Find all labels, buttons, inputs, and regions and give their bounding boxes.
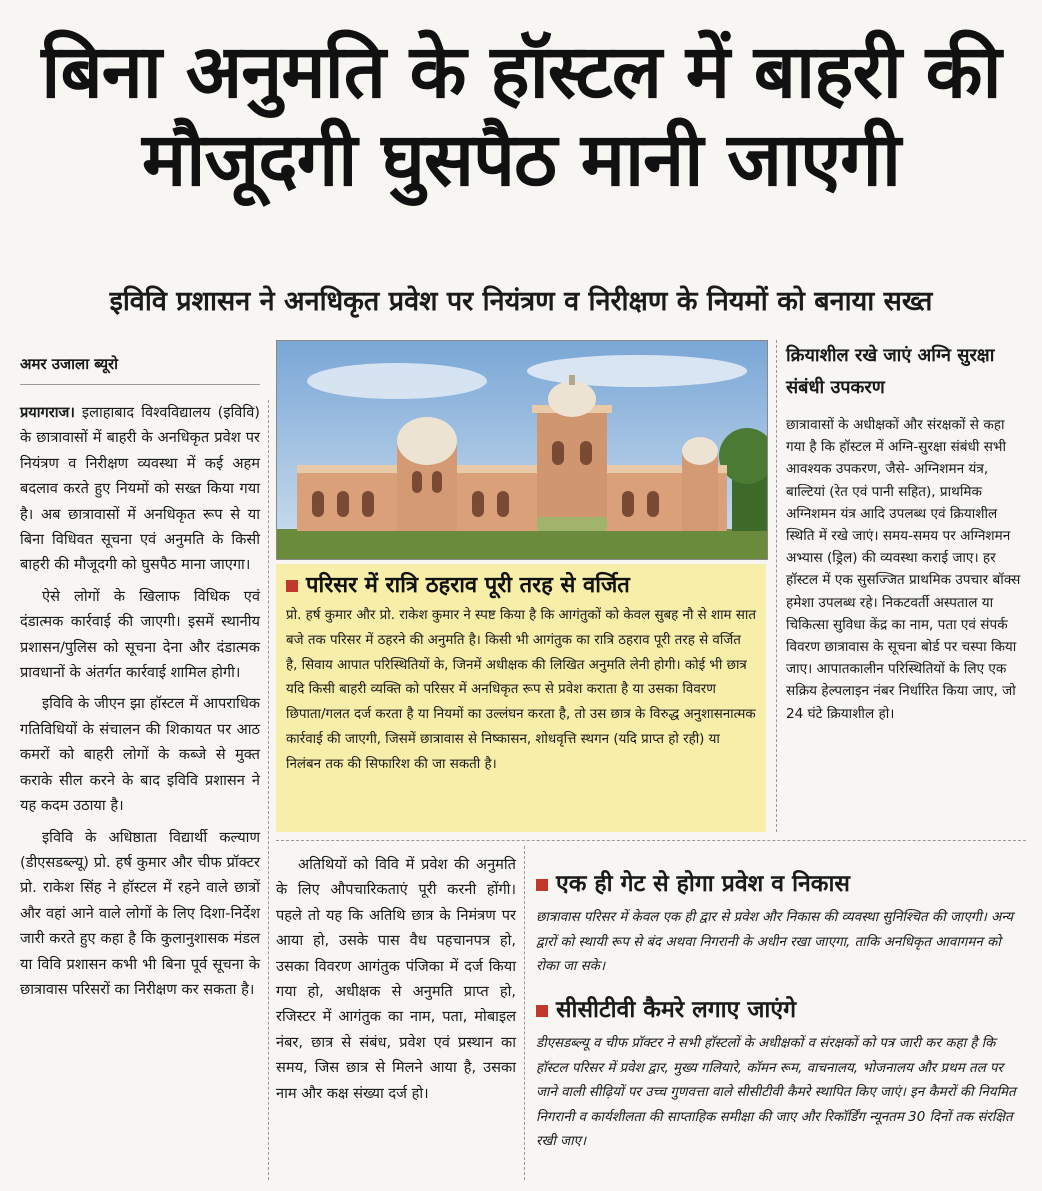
column-divider-left xyxy=(268,400,269,1180)
gate-heading-text: एक ही गेट से होगा प्रवेश व निकास xyxy=(556,871,850,897)
fire-safety-heading: क्रियाशील रखे जाएं अग्नि सुरक्षा संबंधी उपकरण xyxy=(786,345,995,398)
mid-column xyxy=(276,852,516,1112)
headline: बिना अनुमति के हॉस्टल में बाहरी की मौजूदगी घुसपैठ मानी जाएगी xyxy=(41,29,1001,203)
fire-safety-body: छात्रावासों के अधीक्षकों और संरक्षकों से कहा गया है कि हॉस्टल में अग्नि-सुरक्षा संबंधी सभी आवश्यक उपकरण, जैसे- अग्निशमन यंत्र, बाल्टियां (रेत एवं पानी सहित), प्राथमिक अग्निशमन यंत्र आदि उपलब्ध एवं क्रियाशील स्थिति में रखे जाएं। समय-समय पर अग्निशमन अभ्यास (ड्रिल) की व्यवस्था कराई जाए। हर हॉस्टल में एक सुसज्जित प्राथमिक उपचार बॉक्स हमेशा उपलब्ध रहे। निकटवर्ती अस्पताल या चिकित्सा सुविधा केंद्र का नाम, पता एवं संपर्क विवरण छात्रावास के सूचना बोर्ड पर चस्पा किया जाए। आपातकालीन परिस्थितियों के लिए एक सक्रिय हेल्पलाइन नंबर निर्धारित किया जाए, जो 24 घंटे क्रियाशील हो। xyxy=(786,417,1021,722)
cctv-heading-text: सीसीटीवी कैमरे लगाए जाएंगे xyxy=(556,997,797,1023)
hostel-photo xyxy=(276,340,768,560)
byline: अमर उजाला ब्यूरो xyxy=(20,355,119,373)
night-stay-heading xyxy=(286,568,756,604)
left-paragraph-4: इविवि के अधिष्ठाता विद्यार्थी कल्याण (डीएसडब्ल्यू) प्रो. हर्ष कुमार और चीफ प्रॉक्टर प्रो. राकेश सिंह ने हॉस्टल में रहने वाले छात्रों और वहां आने वाले लोगों के लिए दिशा-निर्देश जारी करते हुए कहा है कि कुलानुशासक मंडल या विवि प्रशासन कभी भी बिना पूर्व सूचना के छात्रावास परिसरों का निरीक्षण कर सकता है। xyxy=(20,828,260,998)
column-divider-right xyxy=(776,340,777,832)
mid-paragraph: अतिथियों को विवि में प्रवेश की अनुमति के लिए औपचारिकताएं पूरी करनी होंगी। पहले तो यह कि अतिथि छात्र के निमंत्रण पर आया हो, उसके पास वैध पहचानपत्र हो, उसका विवरण आगंतुक पंजिका में दर्ज किया गया हो, अधीक्षक से अनुमति प्राप्त हो, रजिस्टर में आगंतुक का नाम, पता, मोबाइल नंबर, छात्र से संबंध, प्रवेश एवं प्रस्थान का समय, जिस छात्र से मिलने आया है, उसका नाम और कक्ष संख्या दर्ज हो। xyxy=(276,856,516,1102)
left-paragraph-3: इविवि के जीएन झा हॉस्टल में आपराधिक गतिविधियों के संचालन की शिकायत पर आठ कमरों को बाहरी लोगों के कब्जे से मुक्त कराके सील करने के बाद इविवि प्रशासन ने यह कदम उठाया है। xyxy=(20,695,260,815)
left-paragraph-1-text: इलाहाबाद विश्वविद्यालय (इविवि) के छात्रावासों में बाहरी के अनधिकृत प्रवेश पर नियंत्रण व निरीक्षण व्यवस्था में कई अहम बदलाव करते हुए नियमों को सख्त किया गया है। अब छात्रावासों में अनधिकृत रूप से या बिना विधिवत सूचना एवं अनुमति के किसी बाहरी की मौजूदगी को घुसपैठ माना जाएगा। xyxy=(20,404,261,574)
night-stay-box xyxy=(276,564,766,832)
night-stay-body: प्रो. हर्ष कुमार और प्रो. राकेश कुमार ने स्पष्ट किया है कि आगंतुकों को केवल सुबह नौ से शाम सात बजे तक परिसर में ठहरने की अनुमति है। किसी भी आगंतुक का रात्रि ठहराव पूरी तरह से वर्जित है, सिवाय आपात परिस्थितियों के, जिनमें अधीक्षक की लिखित अनुमति लेनी होगी। कोई भी छात्र यदि किसी बाहरी व्यक्ति को परिसर में अनधिकृत रूप से प्रवेश कराता है या उसका विवरण छिपाता/गलत दर्ज करता है या नियमों का उल्लंघन करता है, तो उस छात्र के विरुद्ध अनुशासनात्मक कार्रवाई की जाएगी, जिसमें छात्रावास से निष्कासन, शोधवृत्ति स्थगन (यदि प्राप्त हो रही) या निलंबन तक की सिफारिश की जा सकती है। xyxy=(286,608,756,772)
cctv-body: डीएसडब्ल्यू व चीफ प्रॉक्टर ने सभी हॉस्टलों के अधीक्षकों व संरक्षकों को पत्र जारी कर कहा है कि हॉस्टल परिसर में प्रवेश द्वार, मुख्य गलियारे, कॉमन रूम, वाचनालय, भोजनालय और प्रथम तल पर जाने वाली सीढ़ियों पर उच्च गुणवत्ता वाले सीसीटीवी कैमरे स्थापित किए जाएं। इन कैमरों की नियमित निगरानी व कार्यशीलता की साप्ताहिक समीक्षा की जाए और रिकॉर्डिंग न्यूनतम 30 दिनों तक संरक्षित रखी जाए। xyxy=(536,1036,1016,1150)
left-column xyxy=(20,400,260,1008)
cctv-heading xyxy=(536,992,1026,1028)
section-divider xyxy=(276,840,1026,841)
byline-rule xyxy=(20,384,260,385)
bullet-square-icon xyxy=(536,879,548,891)
left-paragraph-1 xyxy=(20,400,260,578)
bullet-square-icon xyxy=(286,580,298,592)
gate-body: छात्रावास परिसर में केवल एक ही द्वार से प्रवेश और निकास की व्यवस्था सुनिश्चित की जाएगी। अन्य द्वारों को स्थायी रूप से बंद अथवा निगरानी के अधीन रखा जाएगा, ताकि अनधिकृत आवागमन को रोका जा सके। xyxy=(536,910,1014,975)
column-divider-mid xyxy=(524,846,525,1180)
gate-heading xyxy=(536,866,1026,902)
deck: इविवि प्रशासन ने अनधिकृत प्रवेश पर नियंत्रण व निरीक्षण के नियमों को बनाया सख्त xyxy=(109,286,933,317)
dateline: प्रयागराज। xyxy=(20,404,75,421)
night-stay-heading-text: परिसर में रात्रि ठहराव पूरी तरह से वर्जित xyxy=(306,573,630,598)
left-paragraph-2: ऐसे लोगों के खिलाफ विधिक एवं दंडात्मक कार्रवाई की जाएगी। इसमें स्थानीय प्रशासन/पुलिस को सूचना देना और दंडात्मक प्रावधानों के अंतर्गत कार्रवाई शामिल होगी। xyxy=(20,587,260,682)
bullet-square-icon xyxy=(536,1005,548,1017)
right-column xyxy=(786,414,1026,731)
